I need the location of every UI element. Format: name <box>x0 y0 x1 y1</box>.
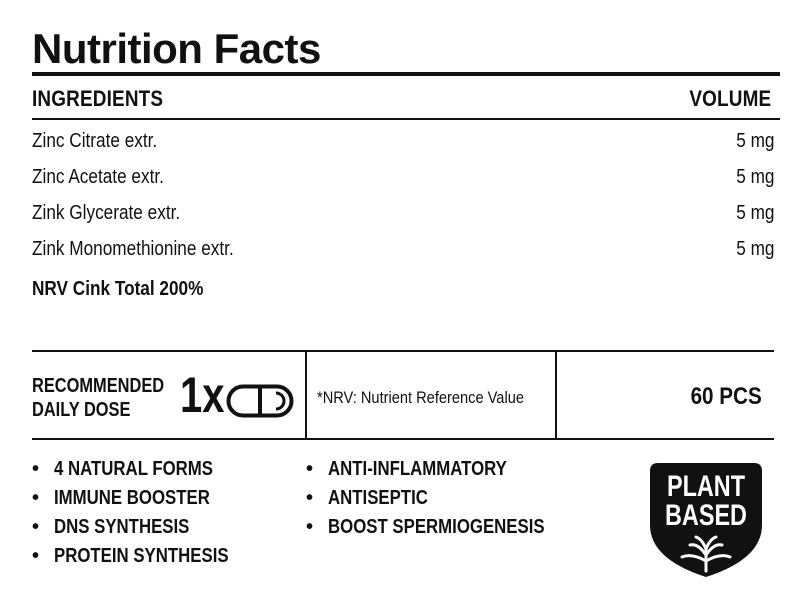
volume-header: VOLUME <box>689 86 771 111</box>
list-item: • ANTI-INFLAMMATORY <box>306 458 507 480</box>
benefits-list-right <box>306 455 586 542</box>
ingredient-amount: 5 mg <box>735 166 774 188</box>
benefits-list-left <box>32 455 262 571</box>
list-item: • ANTISEPTIC <box>306 487 428 509</box>
title-divider <box>32 72 780 76</box>
list-item: • 4 NATURAL FORMS <box>32 458 213 480</box>
list-item: • PROTEIN SYNTHESIS <box>32 545 229 567</box>
ingredient-amount: 5 mg <box>735 130 774 152</box>
ingredient-row <box>32 202 774 236</box>
package-count: 60 PCS <box>690 383 762 410</box>
badge-line1: PLANT <box>667 470 745 503</box>
badge-line2: BASED <box>665 499 747 532</box>
ingredient-row <box>32 238 774 272</box>
list-item: • BOOST SPERMIOGENESIS <box>306 516 545 538</box>
ingredient-row <box>32 166 774 200</box>
box-divider <box>555 352 557 438</box>
header-divider <box>32 118 780 120</box>
dose-label-line2: DAILY DOSE <box>32 399 131 421</box>
ingredient-name: Zinc Acetate extr. <box>32 166 164 188</box>
page-title: Nutrition Facts <box>32 25 321 72</box>
capsule-icon <box>226 384 294 418</box>
nrv-total: NRV Cink Total 200% <box>32 278 204 300</box>
dose-info-box <box>32 350 774 440</box>
ingredient-amount: 5 mg <box>735 202 774 224</box>
ingredient-name: Zinc Citrate extr. <box>32 130 158 152</box>
ingredient-name: Zink Glycerate extr. <box>32 202 181 224</box>
box-divider <box>305 352 307 438</box>
ingredient-amount: 5 mg <box>735 238 774 260</box>
dose-label-line1: RECOMMENDED <box>32 375 165 397</box>
list-item: • IMMUNE BOOSTER <box>32 487 210 509</box>
ingredient-row <box>32 130 774 164</box>
list-item: • DNS SYNTHESIS <box>32 516 190 538</box>
nrv-note: *NRV: Nutrient Reference Value <box>317 388 524 407</box>
badge-label <box>650 472 762 530</box>
ingredients-header: INGREDIENTS <box>32 86 164 111</box>
dose-label <box>32 374 164 422</box>
ingredient-name: Zink Monomethionine extr. <box>32 238 234 260</box>
dose-count: 1x <box>180 367 225 423</box>
